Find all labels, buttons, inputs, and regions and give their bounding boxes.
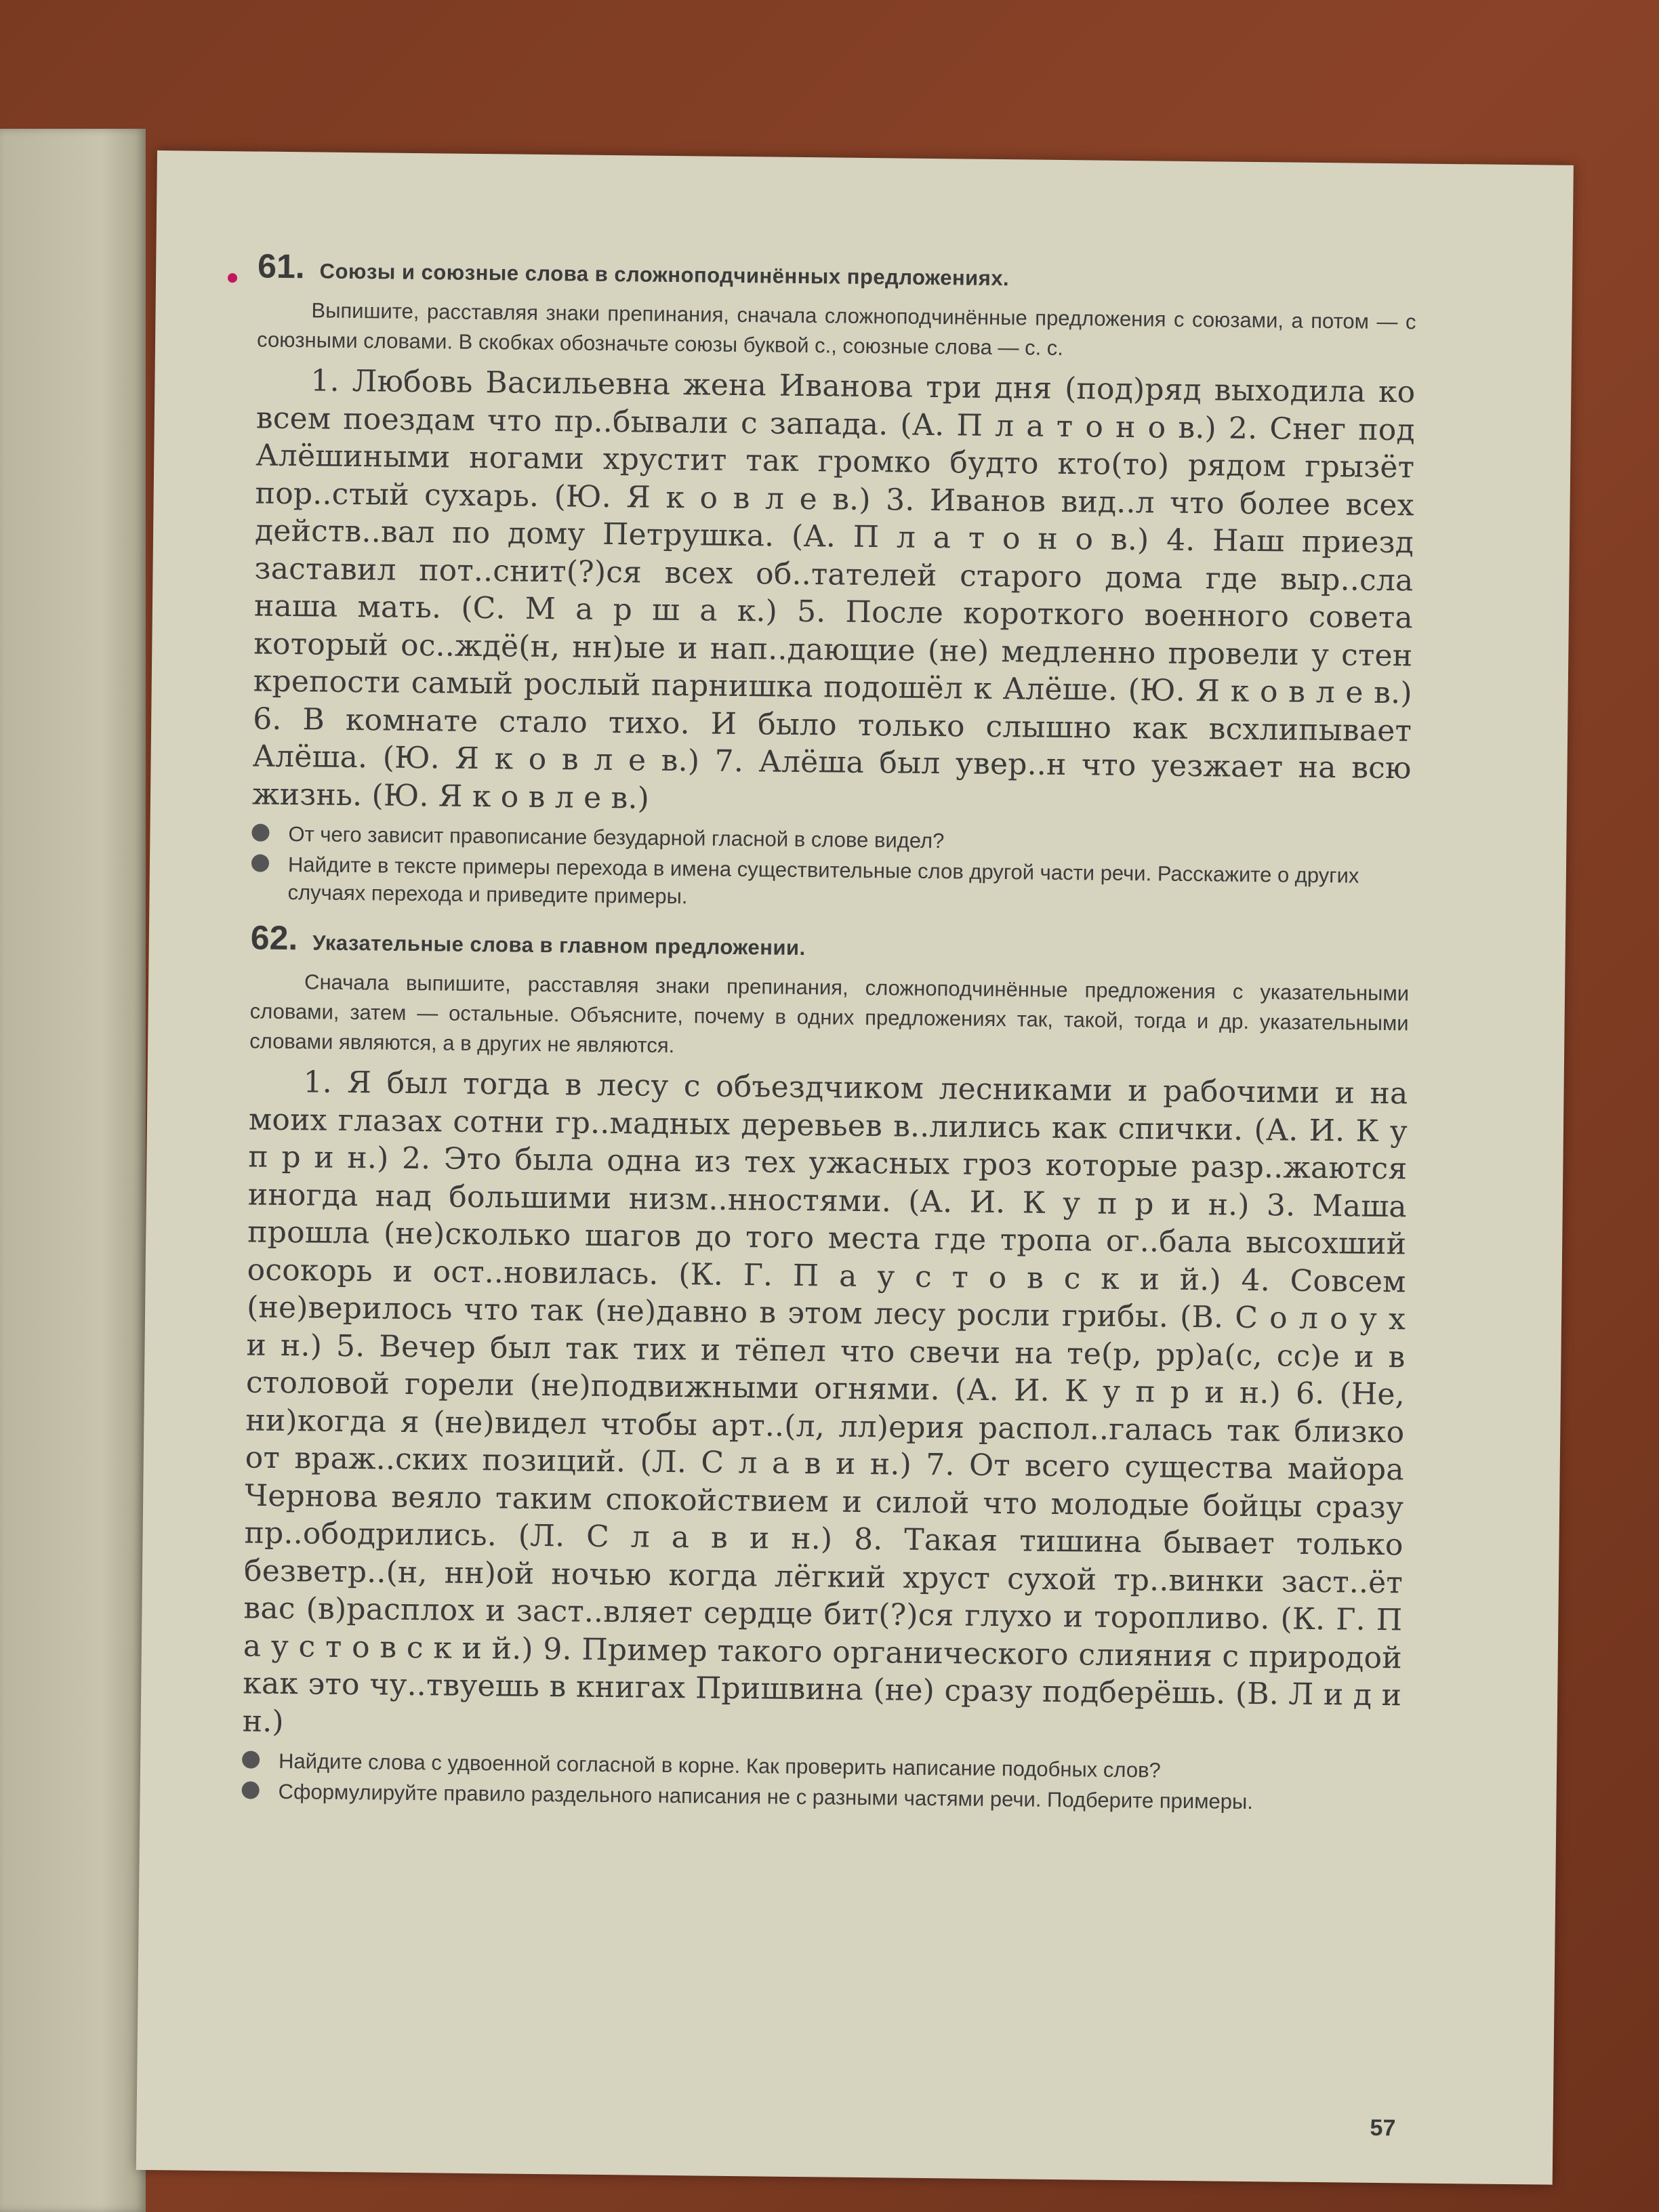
question-text: Сформулируйте правило раздельного написания не с разными частями речи. Подберите примеры. [278,1780,1254,1814]
exercise-61-task: Выпишите, расставляя знаки препинания, сначала сложноподчинённые предложения с союзами, а потом — с союзными словами. В скобках обозначьте союзы буквой с., союзные слова — с. с. [256,298,1416,361]
exercise-62-header [251,918,1410,970]
exercise-61-header [258,247,1417,298]
red-marker-dot [228,273,237,283]
exercise-62-task: Сначала выпишите, расставляя знаки препинания, сложноподчинённые предложения с указательными словами, затем — остальные. Объясните, почему в одних предложениях так, такой, тогда и др. указательными словами являются, а в других не являются. [249,970,1410,1058]
exercise-61-question-2 [251,851,1410,918]
bullet-icon [242,1781,260,1799]
exercise-61-title: Союзы и союзные слова в сложноподчинённых предложениях. [319,259,1010,291]
textbook-page [136,150,1574,2185]
bullet-icon [251,824,269,842]
question-text: Найдите слова с удвоенной согласной в корне. Как проверить написание подобных слов? [278,1749,1161,1782]
left-page-edge [0,129,146,2212]
exercise-62-number: 62. [250,918,298,958]
exercise-62 [241,918,1410,1818]
bullet-icon [242,1750,260,1768]
exercise-61-number: 61. [257,247,306,286]
exercise-62-text: 1. Я был тогда в лесу с объездчиком лесниками и рабочими и на моих глазах сотни гр..мадных деревьев в..лились как спички. (А. И. К у п р и н.) 2. Это была одна из тех ужасных гроз которые разр..жаются иногда над большими низм..нностями. (А. И. К у п р и н.) 3. Маша прошла (не)сколько шагов до того места где тропа ог..бала высохший осокорь и ост..новилась. (К. Г. П а у с т о в с к и й.) 4. Совсем (не)верилось что так (не)давно в этом лесу росли грибы. (В. С о л о у х и н.) 5. Вечер был так тих и тёпел что свечи на те(р, рр)а(с, сс)е и в столовой горели (не)подвижными огнями. (А. И. К у п р и н.) 6. (Не, ни)когда я (не)видел чтобы арт..(л, лл)ерия распол..галась так близко от враж..ских позиций. (Л. С л а в и н.) 7. От всего существа майора Чернова веяло таким спокойствием и силой что молодые бойцы сразу пр..ободрились. (Л. С л а в и н.) 8. Такая тишина бывает только безветр..(н, нн)ой ночью когда лёгкий хруст сухой тр..винки заст..ёт вас (в)расплох и заст..вляет сердце бит(?)ся глухо и торопливо. (К. Г. П а у с т о в с к и й.) 9. Пример такого органического слияния с природой как это чу..твуешь в книгах Пришвина (не) сразу подберёшь. (В. Л и д и н.) [242,1065,1408,1739]
exercise-61-text: 1. Любовь Васильевна жена Иванова три дня (под)ряд выходила ко всем поездам что пр..бывали с запада. (А. П л а т о н о в.) 2. Снег под Алёшиными ногами хрустит так громко будто кто(то) рядом грызёт пор..стый сухарь. (Ю. Я к о в л е в.) 3. Иванов вид..л что более всех действ..вал по дому Петрушка. (А. П л а т о н о в.) 4. Наш приезд заставил пот..снит(?)ся всех об..тателей старого дома где выр..сла наша мать. (С. М а р ш а к.) 5. После короткого военного совета который ос..ждё(н, нн)ые и нап..дающие (не) медленно провели у стен крепости самый рослый парнишка подошёл к Алёше. (Ю. Я к о в л е в.) 6. В комнате стало тихо. И было только слышно как всхлипывает Алёша. (Ю. Я к о в л е в.) 7. Алёша был увер..н что уезжает на всю жизнь. (Ю. Я к о в л е в.) [251,363,1416,816]
question-text: Найдите в тексте примеры перехода в имена существительные слов другой части речи. Расскажите о других случаях перехода и приведите примеры. [287,853,1359,909]
exercise-62-title: Указательные слова в главном предложении. [312,930,806,960]
bullet-icon [251,855,269,872]
exercise-61 [251,247,1416,918]
page-content [241,240,1416,1820]
page-number: 57 [1370,2114,1396,2142]
question-text: От чего зависит правописание безударной гласной в слове видел? [288,822,945,853]
